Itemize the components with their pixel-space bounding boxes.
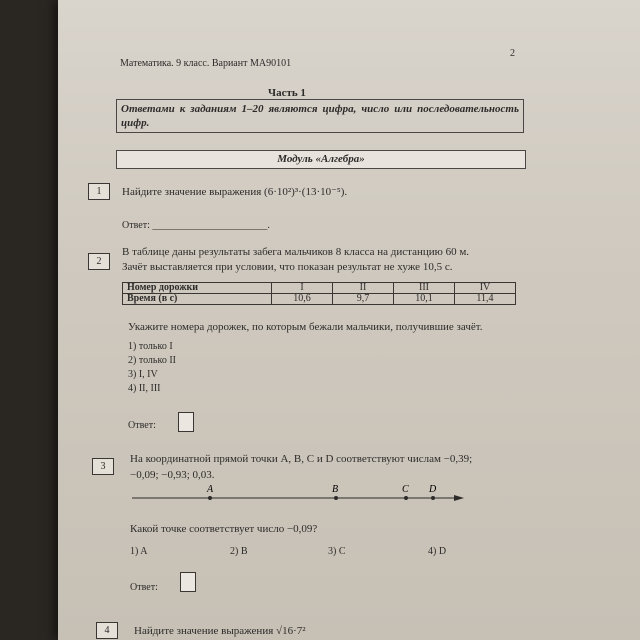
question-2-answer-label: Ответ: (128, 420, 156, 431)
option-1[interactable]: 1) только I (128, 341, 173, 352)
question-3-option-2[interactable]: 2) B (230, 546, 248, 557)
time-cell: 10,1 (394, 294, 455, 305)
question-4-prompt: Найдите значение выражения (134, 625, 274, 637)
table-header-lane: Номер дорожки (123, 283, 272, 294)
table-row (123, 283, 516, 294)
point-d-label: D (429, 484, 437, 495)
option-4[interactable]: 4) II, III (128, 383, 161, 394)
module-title: Модуль «Алгебра» (116, 150, 526, 169)
lane-cell: III (394, 283, 455, 294)
question-number-3: 3 (92, 458, 114, 475)
lane-cell: I (272, 283, 333, 294)
option-2[interactable]: 2) только II (128, 355, 176, 366)
time-cell: 9,7 (333, 294, 394, 305)
table-header-time: Время (в с) (123, 294, 272, 305)
question-1-prompt: Найдите значение выражения (122, 186, 262, 198)
time-cell: 10,6 (272, 294, 333, 305)
option-3[interactable]: 3) I, IV (128, 369, 158, 380)
point-a-label: A (207, 484, 214, 495)
question-2-answer-box[interactable] (178, 412, 194, 432)
question-number-1: 1 (88, 183, 110, 200)
arrow-right-icon (454, 495, 464, 501)
question-3-option-3[interactable]: 3) C (328, 546, 346, 557)
question-2-prompt: Укажите номера дорожек, по которым бежали мальчики, получившие зачёт. (128, 321, 483, 333)
coordinate-line (128, 480, 468, 510)
question-3-option-4[interactable]: 4) D (428, 546, 447, 557)
question-3-answer-label: Ответ: (130, 582, 158, 593)
question-4-text (134, 624, 306, 638)
question-3-line-2: −0,09; −0,93; 0,03. (130, 469, 215, 481)
time-cell: 11,4 (455, 294, 516, 305)
question-4-formula: √16·7² (276, 625, 306, 637)
point-a-marker (208, 496, 212, 500)
part-instruction: Ответами к заданиям 1–20 являются цифра, число или последовательность цифр. (116, 99, 524, 133)
lane-cell: II (333, 283, 394, 294)
question-2-line-2: Зачёт выставляется при условии, что показан результат не хуже 10,5 с. (122, 261, 453, 273)
point-c-marker (404, 496, 408, 500)
point-b-label: B (332, 484, 339, 495)
question-3-option-1[interactable]: 1) A (130, 546, 148, 557)
question-number-4: 4 (96, 622, 118, 639)
table-row (123, 294, 516, 305)
page-header: Математика. 9 класс. Вариант МА90101 (120, 58, 292, 69)
point-d-marker (431, 496, 435, 500)
lane-cell: IV (455, 283, 516, 294)
question-number-2: 2 (88, 253, 110, 270)
question-2-line-1: В таблице даны результаты забега мальчиков 8 класса на дистанцию 60 м. (122, 246, 470, 258)
point-b-marker (334, 496, 338, 500)
question-3-line-1: На координатной прямой точки A, B, C и D соответствуют числам −0,39; (130, 453, 473, 465)
exam-page (58, 0, 640, 640)
page-number: 2 (510, 48, 515, 59)
point-c-label: C (402, 484, 409, 495)
question-1-answer-line[interactable]: Ответ: _______________________. (122, 220, 270, 231)
question-2-options (128, 340, 176, 396)
question-1-text (122, 185, 347, 199)
part-title: Часть 1 (268, 87, 306, 99)
results-table (122, 282, 516, 305)
question-3-prompt: Какой точке соответствует число −0,09? (130, 523, 318, 535)
question-1-formula: (6·10²)³·(13·10⁻⁵). (264, 186, 348, 198)
question-3-answer-box[interactable] (180, 572, 196, 592)
